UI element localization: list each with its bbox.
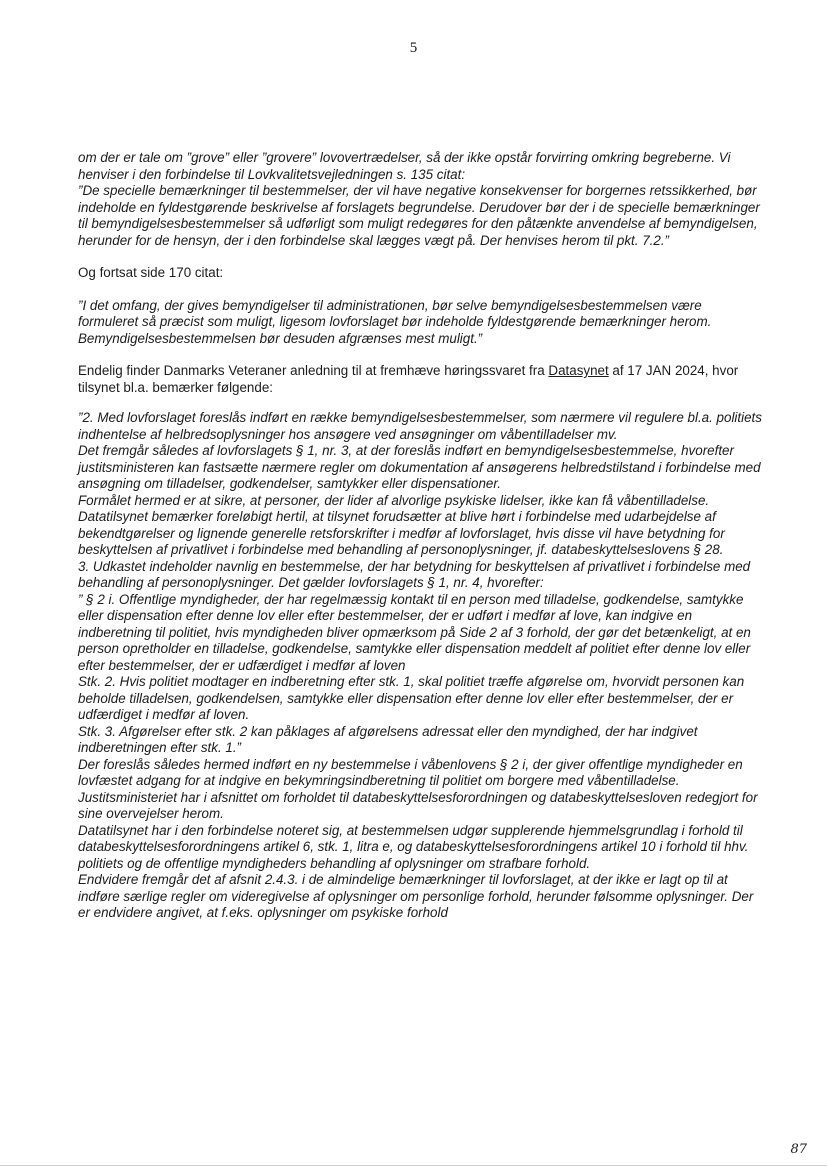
quote-line: Det fremgår således af lovforslagets § 1, nr. 3, at der foreslås indført en bemyndigelsesbestemmelse, hvorefter justitsministeren kan fastsætte nærmere regler om dokumentation af ansøgerens helbredstilstand i forbindelse med ansøgning om tilladelser, godkendelser, samtykker eller dispensationer. bbox=[78, 443, 761, 491]
quote-line: Justitsministeriet har i afsnittet om forholdet til databeskyttelsesforordningen og databeskyttelsesloven redegjort for sine overvejelser herom. bbox=[78, 789, 758, 821]
quote-lovkvalitet-170: ”I det omfang, der gives bemyndigelser til administrationen, bør selve bemyndigelsesbestemmelsen være formuleret så præcist som muligt, ligesom lovforslaget bør indeholde fyldestgørende bemærkninger herom. Bemyndigelsesbestemmelsen bør desuden afgrænses mest muligt.” bbox=[78, 297, 712, 346]
datatilsynet-quote bbox=[78, 410, 764, 922]
document-body bbox=[78, 150, 764, 922]
quote-lovkvalitet-135: ”De specielle bemærkninger til bestemmelser, der vil have negative konsekvenser for borgernes retssikkerhed, bør indeholde en fyldestgørende beskrivelse af forslagets begrundelse. Derudover bør der i de specielle bemærkninger til bemyndigelsesbestemmelser så udførligt som muligt redegøres for den påtænkte anvendelse af bemyndigelsen, herunder for de hensyn, der i den forbindelse skal lægges vægt på. Der henvises herom til pkt. 7.2.” bbox=[78, 183, 760, 248]
datasynet-intro bbox=[78, 363, 764, 396]
datasynet-link[interactable]: Datasynet bbox=[548, 363, 609, 378]
quote-line: Formålet hermed er at sikre, at personer, der lider af alvorlige psykiske lidelser, ikke kan få våbentilladelse. bbox=[78, 492, 710, 508]
paragraph: om der er tale om ”grove” eller ”grovere” lovovertrædelser, så der ikke opstår forvirring omkring begreberne. Vi henviser i den forbindelse til Lovkvalitetsvejledningen s. 135 citat: bbox=[78, 150, 731, 182]
quote-line: ” § 2 i. Offentlige myndigheder, der har regelmæssig kontakt til en person med tilladelse, godkendelse, samtykke eller dispensation efter denne lov eller efter bestemmelser, der er udført i medfør af love, kan indgive en indberetning til politiet, hvis myndigheden bliver opmærksom på Side 2 af 3 forhold, der gør det betænkeligt, at en person opretholder en tilladelse, godkendelse, samtykke eller dispensation meddelt af politiet efter denne lov eller efter bestemmelser, der er udfærdiget i medfør af loven bbox=[78, 591, 751, 673]
quote-line: 3. Udkastet indeholder navnlig en bestemmelse, der har betydning for beskyttelsen af privatlivet i forbindelse med behandling af personoplysninger. Det gælder lovforslagets § 1, nr. 4, hvorefter: bbox=[78, 558, 751, 590]
handwritten-page-mark: 87 bbox=[790, 1142, 807, 1157]
datasynet-intro-before: Endelig finder Danmarks Veteraner anledning til at fremhæve høringssvaret fra bbox=[78, 363, 549, 378]
quote-line: ”2. Med lovforslaget foreslås indført en række bemyndigelsesbestemmelser, som nærmere vil regulere bl.a. politiets indhentelse af helbredsoplysninger hos ansøgere ved ansøgninger om våbentilladelser mv. bbox=[78, 410, 762, 442]
scan-edge-line bbox=[0, 1165, 827, 1166]
quote-line: Der foreslås således hermed indført en ny bestemmelse i våbenlovens § 2 i, der giver offentlige myndigheder en lovfæstet adgang for at indgive en bekymringsindberetning til politiet om borgere med våbentilladelse. bbox=[78, 756, 743, 788]
quote-line: Stk. 3. Afgørelser efter stk. 2 kan påklages af afgørelsens adressat eller den myndighed, der har indgivet indberetningen efter stk. 1.” bbox=[78, 723, 698, 755]
quote-line: Stk. 2. Hvis politiet modtager en indberetning efter stk. 1, skal politiet træffe afgørelse om, hvorvidt personen kan beholde tilladelsen, godkendelsen, samtykke eller dispensation efter denne lov eller efter bestemmelser, der er udfærdiget i medfør af loven. bbox=[78, 674, 745, 722]
paragraph-side-170: Og fortsat side 170 citat: bbox=[78, 265, 224, 280]
page-number: 5 bbox=[409, 40, 418, 56]
datasynet-intro-after: af 17 JAN 2024, hvor tilsynet bl.a. bemærker følgende: bbox=[78, 363, 739, 395]
quote-line: Endvidere fremgår det af afsnit 2.4.3. i de almindelige bemærkninger til lovforslaget, at der ikke er lagt op til at indføre særlige regler om videregivelse af oplysninger om personlige forhold, herunder følsomme oplysninger. Der er endvidere angivet, at f.eks. oplysninger om psykiske forhold bbox=[78, 872, 754, 920]
quote-line: Datatilsynet bemærker foreløbigt hertil, at tilsynet forudsætter at blive hørt i forbindelse med udarbejdelse af bekendtgørelser og lignende generelle retsforskrifter i medfør af lovforslaget, hvis disse vil have betydning for beskyttelsen af privatlivet i forbindelse med behandling af personoplysninger, jf. databeskyttelseslovens § 28. bbox=[78, 509, 725, 557]
quote-line: Datatilsynet har i den forbindelse noteret sig, at bestemmelsen udgør supplerende hjemmelsgrundlag i forhold til databeskyttelsesforordningens artikel 6, stk. 1, litra e, og databeskyttelsesforordningens artikel 10 i forhold til hhv. politiets og de offentlige myndigheders behandling af oplysninger om strafbare forhold. bbox=[78, 822, 749, 871]
